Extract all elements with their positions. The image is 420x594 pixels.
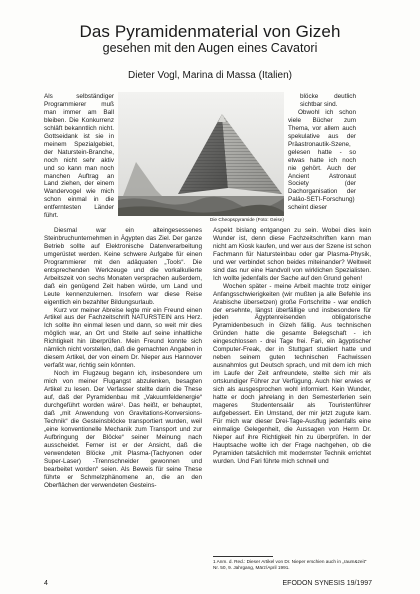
column-left-top [44, 93, 114, 220]
pyramid-photo [118, 92, 284, 216]
footnote: 1 Anm. d. Red.: Dieser Artikel von Dr. Nieper erschien auch in „raum&zeit“ Nr. 50, 9. Jahrgang, März/April 1991. [213, 559, 367, 570]
photo-caption: Die Cheopspyramide (Foto: Geise) [209, 218, 284, 223]
paragraph: Noch im Flugzeug begann ich, insbesondere um mich von meiner Flugangst abzulenken, besagten Artikel zu lesen. Der Verfasser stellte darin die These auf, daß der Pyramidenbau mit „Vakuumfeldenergie“ durchgeführt worden wäre¹. Das heißt, er behauptet, daß „mit Anwendung von Gravitations-Konversions-Technik“ die Gesteinsblöcke transportiert wurden, weil „eine konventionelle Mechanik zum Transport und zur Aufbringung der Blöcke“ seiner Meinung nach ausscheidet. Ferner ist er der Ansicht, daß die verwendeten Blöcke „mit Plasma-(Tachyonen oder Super-Laser) -Trennschneider gewonnen und bearbeitet worden“ seien. Als Beweis für seine These führte er Schmelzphänomene an, die an den Oberflächen der verwendeten Gesteins- [44, 370, 202, 489]
column-right-top [288, 93, 356, 212]
column-left-body [44, 227, 202, 489]
paragraph: Aspekt bislang entgangen zu sein. Wobei dies kein Wunder ist, denn diese Fachzeitschriften kann man nicht am Kiosk kaufen, und wer aus der Szene ist schon Fachmann für Natursteinbau oder gar Plasma-Physik, und wer verbindet schon beides miteinander? Weltweit sind das nur eine Handvoll von wirklichen Spezialisten. Ich wollte jedenfalls der Sache auf den Grund gehen! [213, 227, 371, 282]
footnote-rule [213, 556, 273, 557]
paragraph: Kurz vor meiner Abreise legte mir ein Freund einen Artikel aus der Fachzeitschrift NATURSTEIN ans Herz. Ich sollte ihn einmal lesen und dann, so weit mir dies möglich war, an Ort und Stelle auf seine inhaltliche Richtigkeit hin überprüfen. Mein Freund konnte sich nämlich nicht vorstellen, daß die gemachten Angaben in diesem Artikel, der von einem Dr. Nieper aus Hannover verfaßt war, richtig sein könnten. [44, 306, 202, 370]
paragraph: Als selbständiger Programmierer muß man immer am Ball bleiben. Die Konkurrenz schläft bekanntlich nicht. Gottseidank ist sie in meinem Spezialgebiet, der Naturstein-Branche, noch nicht sehr aktiv und so kann man noch manchen Auftrag an Land ziehen, der einem Wandervogel wie mich schon einmal in die entferntesten Länder führt. [44, 93, 114, 220]
column-right-body [213, 227, 371, 466]
paragraph: Wochen später - meine Arbeit machte trotz einiger Anfangsschwierigkeiten (wir mußten ja alle Befehle ins Arabische übersetzen) große Fortschritte - war endlich der ersehnte, längst überfällige und insbesondere für jeden Ägyptenreisenden obligatorische Pyramidenbesuch in Gizeh fällig. Aus technischen Gründen hatte die gesamte Belegschaft - ich eingeschlossen - drei Tage frei. Fari, ein ägyptischer Computer-Freak, der in Stuttgart studiert hatte und neben seinem guten technischen Fachwissen ausnahmlos gut Deutsch sprach, und mit dem ich mich im Laufe der Zeit anfreundete, stellte sich mir als ortskundiger Führer zur Verfügung. Auch hier erwies er sich als ausgesprochen wohl informiert. Kein Wunder, hatte er doch jahrelang in den Semesterferien sein mageres Studentensalär als Touristenführer aufgebessert. Ein Umstand, der mir jetzt zugute kam. Für mich war dieser Drei-Tage-Ausflug jedenfalls eine einmalige Gelegenheit, die Aussagen von Herrn Dr. Nieper auf ihre Richtigkeit hin zu überprüfen. In der Hauptsache wollte ich der Frage nachgehen, ob die Pyramiden tatsächlich mit modernster Technik errichtet wurden. Und Fari führte mich schnell und [213, 282, 371, 465]
paragraph: blöcke deutlich sichtbar sind. [300, 93, 356, 108]
pyramid-photo-image [118, 92, 284, 216]
article-authors: Dieter Vogl, Marina di Massa (Italien) [128, 70, 292, 81]
article-title: Das Pyramidenmaterial von Gizeh [79, 22, 341, 41]
page-number: 4 [44, 580, 48, 587]
paragraph: Obwohl ich schon viele Bücher zum Thema, vor allem auch spekulative aus der Präastronautik-Szene, gelesen hatte - so etwas hatte ich noch nie gehört. Auch der Ancient Astronaut Society (der Dachorganisation der Paläo-SETI-Forschung) scheint dieser [288, 108, 356, 212]
paragraph: Diesmal war ein alteingesessenes Steinbruchunternehmen in Ägypten das Ziel. Der ganze Betrieb sollte auf Elektronische Datenverarbeitung umgerüstet werden. Keine schwere Aufgabe für einen Programmierer mit den adäquaten „Tools“. Die entsprechenden Werkzeuge und die vorkalkulierte Arbeitszeit von sechs Monaten versprachen außerdem, daß ein genügend Zeit haben würde, um Land und Leute kennenzulernen. Insofern war diese Reise eigentlich ein bezahlter Bildungsurlaub. [44, 227, 202, 306]
article-subtitle: gesehen mit den Augen eines Cavatori [102, 41, 318, 55]
journal-footer: EFODON SYNESIS 19/1997 [282, 580, 372, 587]
